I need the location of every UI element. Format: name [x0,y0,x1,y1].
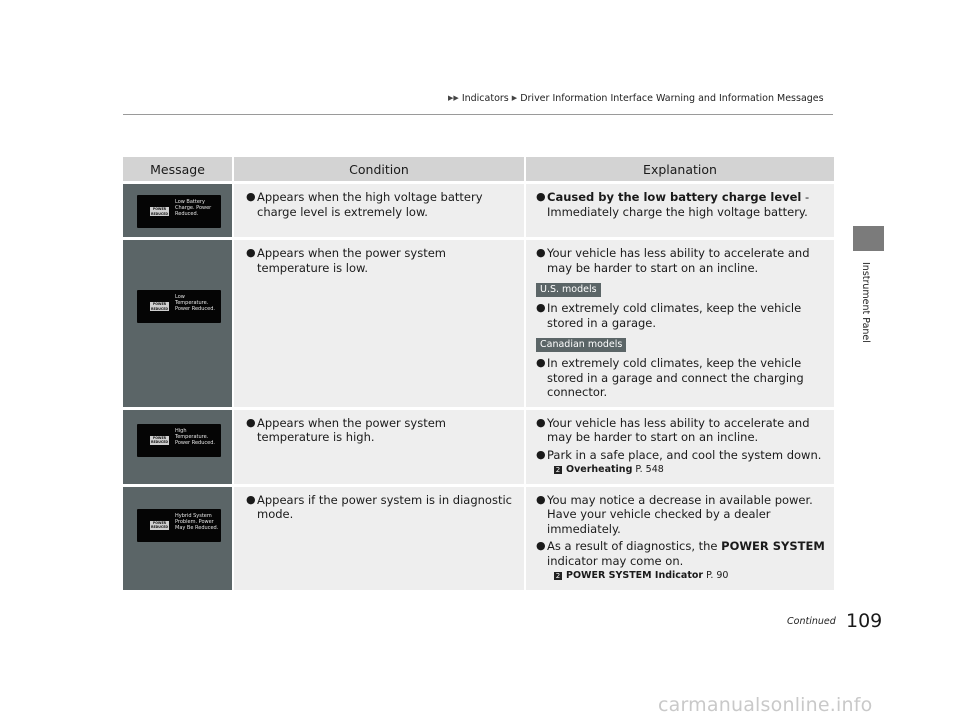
explanation-bold: Caused by the low battery charge level [547,190,802,204]
condition-cell [234,484,526,590]
table-row [123,237,834,407]
reference-page: P. 90 [703,570,729,581]
double-arrow-icon: ▶▶ [448,94,459,102]
bullet-icon: ● [536,415,546,429]
explanation-cell [526,181,834,237]
explanation-text: In extremely cold climates, keep the vehicle stored in a garage. [547,301,802,330]
reference-arrow-icon: 2 [555,466,561,474]
header-explanation: Explanation [526,157,834,181]
message-table [123,157,834,590]
cross-reference-link[interactable] [554,463,826,478]
message-image-cell [123,237,234,407]
explanation-text: Your vehicle has less ability to accelerate and may be harder to start on an incline. [547,246,810,275]
bullet-icon: ● [246,190,256,203]
header-divider [123,114,833,115]
header-message: Message [123,157,234,181]
display-screen [137,509,221,542]
display-message-text: Low Temperature. Power Reduced. [175,294,215,312]
reference-title: POWER SYSTEM Indicator [566,570,704,581]
explanation-text: Park in a safe place, and cool the system down. [547,447,822,462]
bullet-icon: ● [536,190,546,203]
section-label: Instrument Panel [860,262,871,343]
bullet-icon: ● [246,246,256,259]
condition-text: Appears when the power system temperature is high. [257,415,446,444]
table-row [123,181,834,237]
message-image-cell [123,407,234,484]
message-image-cell [123,484,234,590]
table-header-row [123,157,834,181]
display-message-text: Low Battery Charge. Power Reduced. [175,199,212,217]
power-reduced-badge: POWER REDUCED [150,520,169,529]
explanation-text: indicator may come on. [547,553,684,568]
continued-label: Continued [787,616,836,627]
header-condition: Condition [234,157,526,181]
table-row [123,407,834,484]
us-models-badge: U.S. models [536,283,601,297]
explanation-text: In extremely cold climates, keep the vehicle stored in a garage and connect the charging connector. [547,356,804,399]
arrow-icon: ▶ [511,94,518,102]
display-screen [137,290,221,323]
bullet-icon: ● [536,246,546,259]
condition-cell [234,237,526,407]
condition-cell [234,407,526,484]
breadcrumb-indicators[interactable]: Indicators [461,93,509,104]
bullet-icon: ● [536,301,546,314]
reference-title: Overheating [566,464,633,475]
bullet-icon: ● [536,447,546,461]
breadcrumb-section[interactable]: Driver Information Interface Warning and Information Messages [520,93,824,104]
explanation-text: As a result of diagnostics, the [547,539,722,553]
explanation-text: - Immediately charge the high voltage battery. [547,190,810,219]
display-screen [137,424,221,457]
condition-cell [234,181,526,237]
bullet-icon: ● [536,356,546,369]
watermark: carmanualsonline.info [658,694,873,716]
reference-arrow-icon: 2 [555,572,561,580]
reference-page: P. 548 [632,464,664,475]
table-row [123,484,834,590]
display-screen [137,195,221,228]
bullet-icon: ● [536,539,546,552]
explanation-bold: POWER SYSTEM [721,539,825,553]
explanation-text: Your vehicle has less ability to accelerate and may be harder to start on an incline. [547,415,810,444]
cross-reference-link[interactable] [554,569,826,584]
power-reduced-badge: POWER REDUCED [150,302,169,311]
power-reduced-badge: POWER REDUCED [150,435,169,444]
power-reduced-badge: POWER REDUCED [150,207,169,216]
bullet-icon: ● [536,492,546,506]
condition-text: Appears if the power system is in diagnostic mode. [257,492,512,521]
section-tab [853,226,884,251]
explanation-text: You may notice a decrease in available power. Have your vehicle checked by a dealer immediately. [547,492,813,536]
bullet-icon: ● [246,492,256,506]
breadcrumb [448,93,824,104]
canadian-models-badge: Canadian models [536,338,626,352]
condition-text: Appears when the power system temperature is low. [257,246,446,275]
explanation-cell [526,407,834,484]
display-message-text: High Temperature. Power Reduced. [175,427,215,446]
display-message-text: Hybrid System Problem. Power May Be Reduced. [175,512,219,531]
message-image-cell [123,181,234,237]
condition-text: Appears when the high voltage battery charge level is extremely low. [257,190,483,219]
page-number: 109 [846,610,883,632]
bullet-icon: ● [246,415,256,429]
explanation-cell [526,237,834,407]
explanation-cell [526,484,834,590]
